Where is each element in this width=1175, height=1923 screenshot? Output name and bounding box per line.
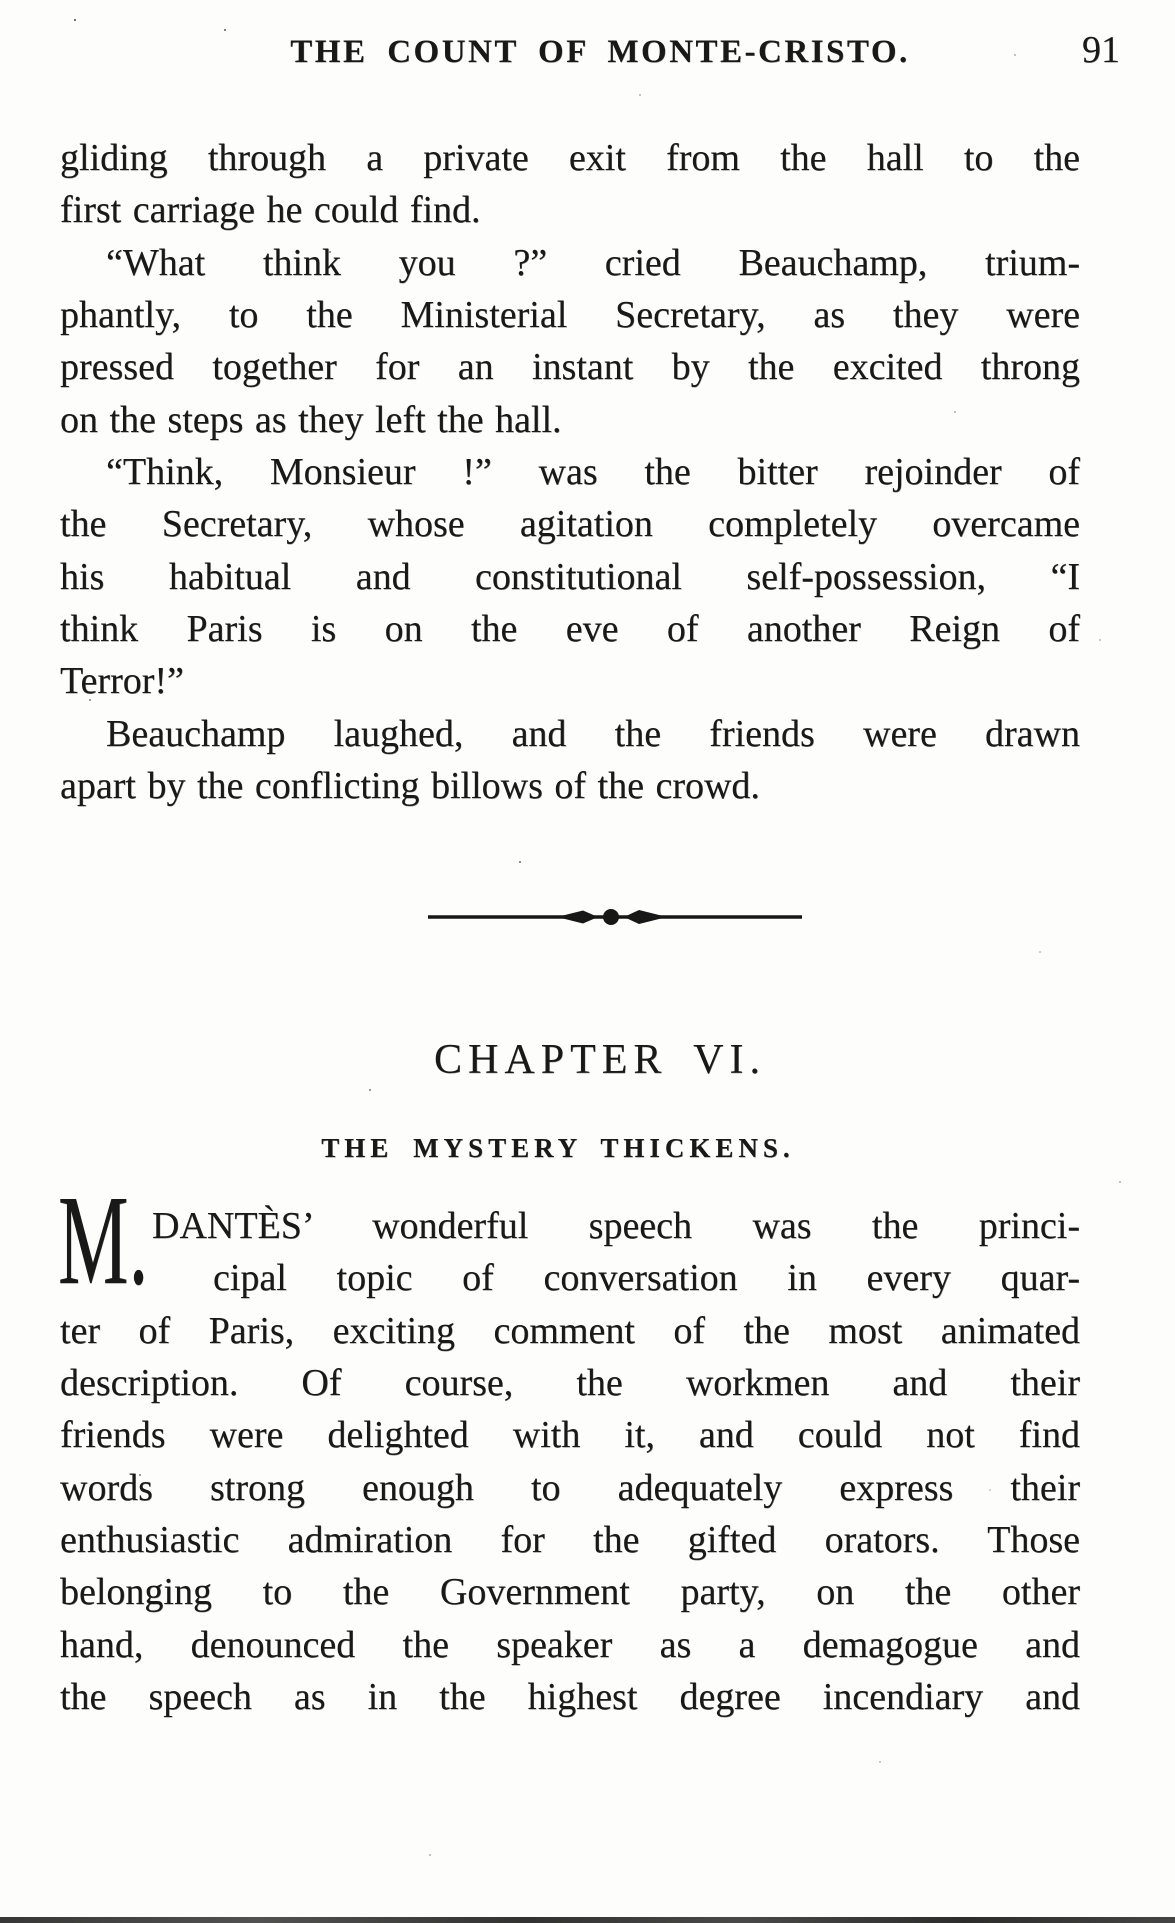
text-line: description. Of course, the workmen and their (60, 1362, 1080, 1405)
chapter-subtitle: THE MYSTERY THICKENS. (321, 1133, 795, 1163)
text-line: the speech as in the highest degree incendiary and (60, 1676, 1080, 1719)
text-line: words strong enough to adequately express their (60, 1466, 1080, 1509)
body-text-block (60, 132, 1080, 812)
chapter-heading: CHAPTER VI. (434, 1037, 766, 1083)
text-line: his habitual and constitutional self-possession, “I (60, 555, 1080, 598)
text-line: on the steps as they left the hall. (60, 398, 562, 441)
text-line: cipal topic of conversation in every quar- (213, 1257, 1080, 1300)
text-line: belonging to the Government party, on the other (60, 1571, 1080, 1614)
text-line: gliding through a private exit from the hall to the (60, 137, 1080, 179)
text-line: first carriage he could find. (60, 189, 481, 232)
text-line: friends were delighted with it, and could not find (60, 1414, 1080, 1457)
text-line: Terror!” (60, 660, 184, 703)
text-line: the Secretary, whose agitation completely overcame (60, 503, 1080, 546)
text-line: enthusiastic admiration for the gifted orators. Those (60, 1519, 1080, 1562)
running-title: THE COUNT OF MONTE-CRISTO. (290, 34, 910, 70)
section-divider-ornament-icon (425, 905, 805, 929)
text-line: Beauchamp laughed, and the friends were drawn (106, 712, 1080, 755)
drop-cap: M. (58, 1169, 149, 1311)
text-line: apart by the conflicting billows of the crowd. (60, 765, 760, 808)
text-line: phantly, to the Ministerial Secretary, as they were (60, 294, 1080, 337)
text-line: “Think, Monsieur !” was the bitter rejoinder of (106, 451, 1080, 494)
text-line: “What think you ?” cried Beauchamp, trium- (106, 241, 1080, 284)
page-number: 91 (1082, 29, 1120, 71)
text-line: pressed together for an instant by the excited throng (60, 346, 1080, 389)
running-header (0, 29, 1175, 80)
text-line: hand, denounced the speaker as a demagogue and (60, 1623, 1080, 1666)
scan-edge-artifact (0, 1917, 1175, 1923)
text-line: think Paris is on the eve of another Reign of (60, 608, 1080, 651)
chapter-opening-text (58, 1169, 1080, 1723)
text-line: DANTÈS’ wonderful speech was the princi- (152, 1205, 1080, 1247)
text-line: ter of Paris, exciting comment of the most animated (60, 1309, 1080, 1352)
